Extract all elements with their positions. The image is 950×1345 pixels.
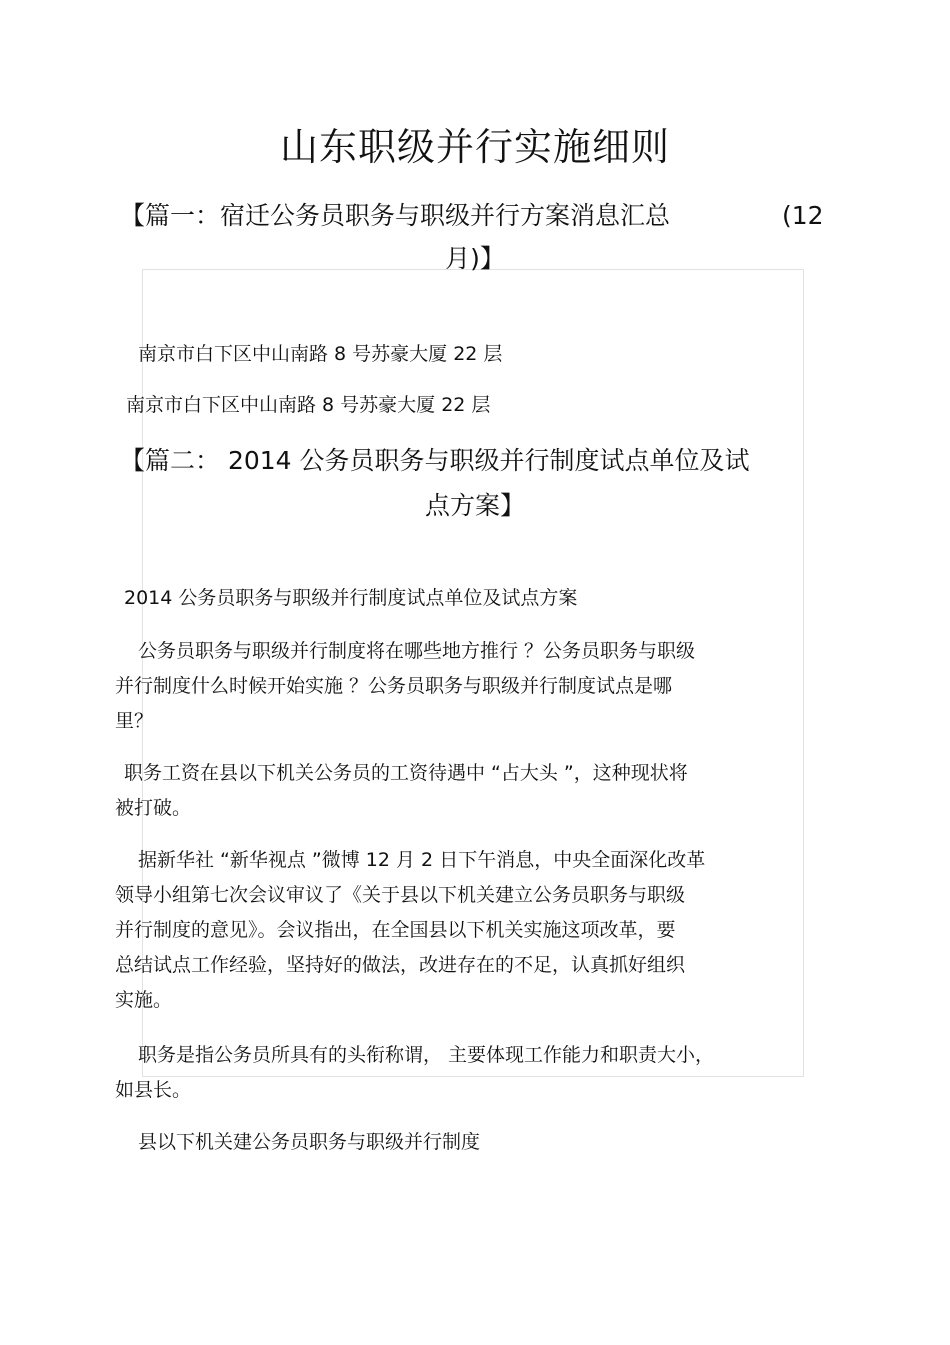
address-line: 南京市白下区中山南路 8 号苏豪大厦 22 层 xyxy=(138,343,503,365)
paragraph-line: 职务是指公务员所具有的头衔称谓， 主要体现工作能力和职责大小， xyxy=(138,1044,715,1066)
section1-heading-continued: 月)】 xyxy=(445,244,505,273)
section2-heading-continued: 点方案】 xyxy=(424,491,525,520)
paragraph-line: 县以下机关建公务员职务与职级并行制度 xyxy=(138,1131,481,1153)
paragraph-line: 据新华社 “新华视点 ”微博 12 月 2 日下午消息，中央全面深化改革 xyxy=(138,849,706,871)
paragraph-line: 被打破。 xyxy=(115,797,192,819)
paragraph-line: 并行制度什么时候开始实施 ？公务员职务与职级并行制度试点是哪 xyxy=(115,675,673,697)
section2-subtitle: 2014 公务员职务与职级并行制度试点单位及试点方案 xyxy=(124,587,578,609)
section2-heading: 【篇二： 2014 公务员职务与职级并行制度试点单位及试 xyxy=(120,446,750,475)
paragraph-line: 总结试点工作经验，坚持好的做法，改进存在的不足，认真抓好组织 xyxy=(115,954,686,976)
document-title: 山东职级并行实施细则 xyxy=(279,125,670,169)
paragraph-line: 公务员职务与职级并行制度将在哪些地方推行 ？公务员职务与职级 xyxy=(138,640,696,662)
paragraph-line: 职务工资在县以下机关公务员的工资待遇中 “占大头 ”，这种现状将 xyxy=(124,762,688,784)
paragraph-line: 如县长。 xyxy=(115,1079,192,1101)
section1-heading: 【篇一：宿迁公务员职务与职级并行方案消息汇总 xyxy=(120,201,671,230)
address-line: 南京市白下区中山南路 8 号苏豪大厦 22 层 xyxy=(126,394,491,416)
paragraph-line: 并行制度的意见》。会议指出，在全国县以下机关实施这项改革，要 xyxy=(115,919,676,941)
paragraph-line: 领导小组第七次会议审议了《关于县以下机关建立公务员职务与职级 xyxy=(115,884,686,906)
paragraph-line: 实施。 xyxy=(115,989,173,1011)
section1-heading-number: (12 xyxy=(782,201,824,230)
paragraph-line: 里？ xyxy=(115,710,154,732)
